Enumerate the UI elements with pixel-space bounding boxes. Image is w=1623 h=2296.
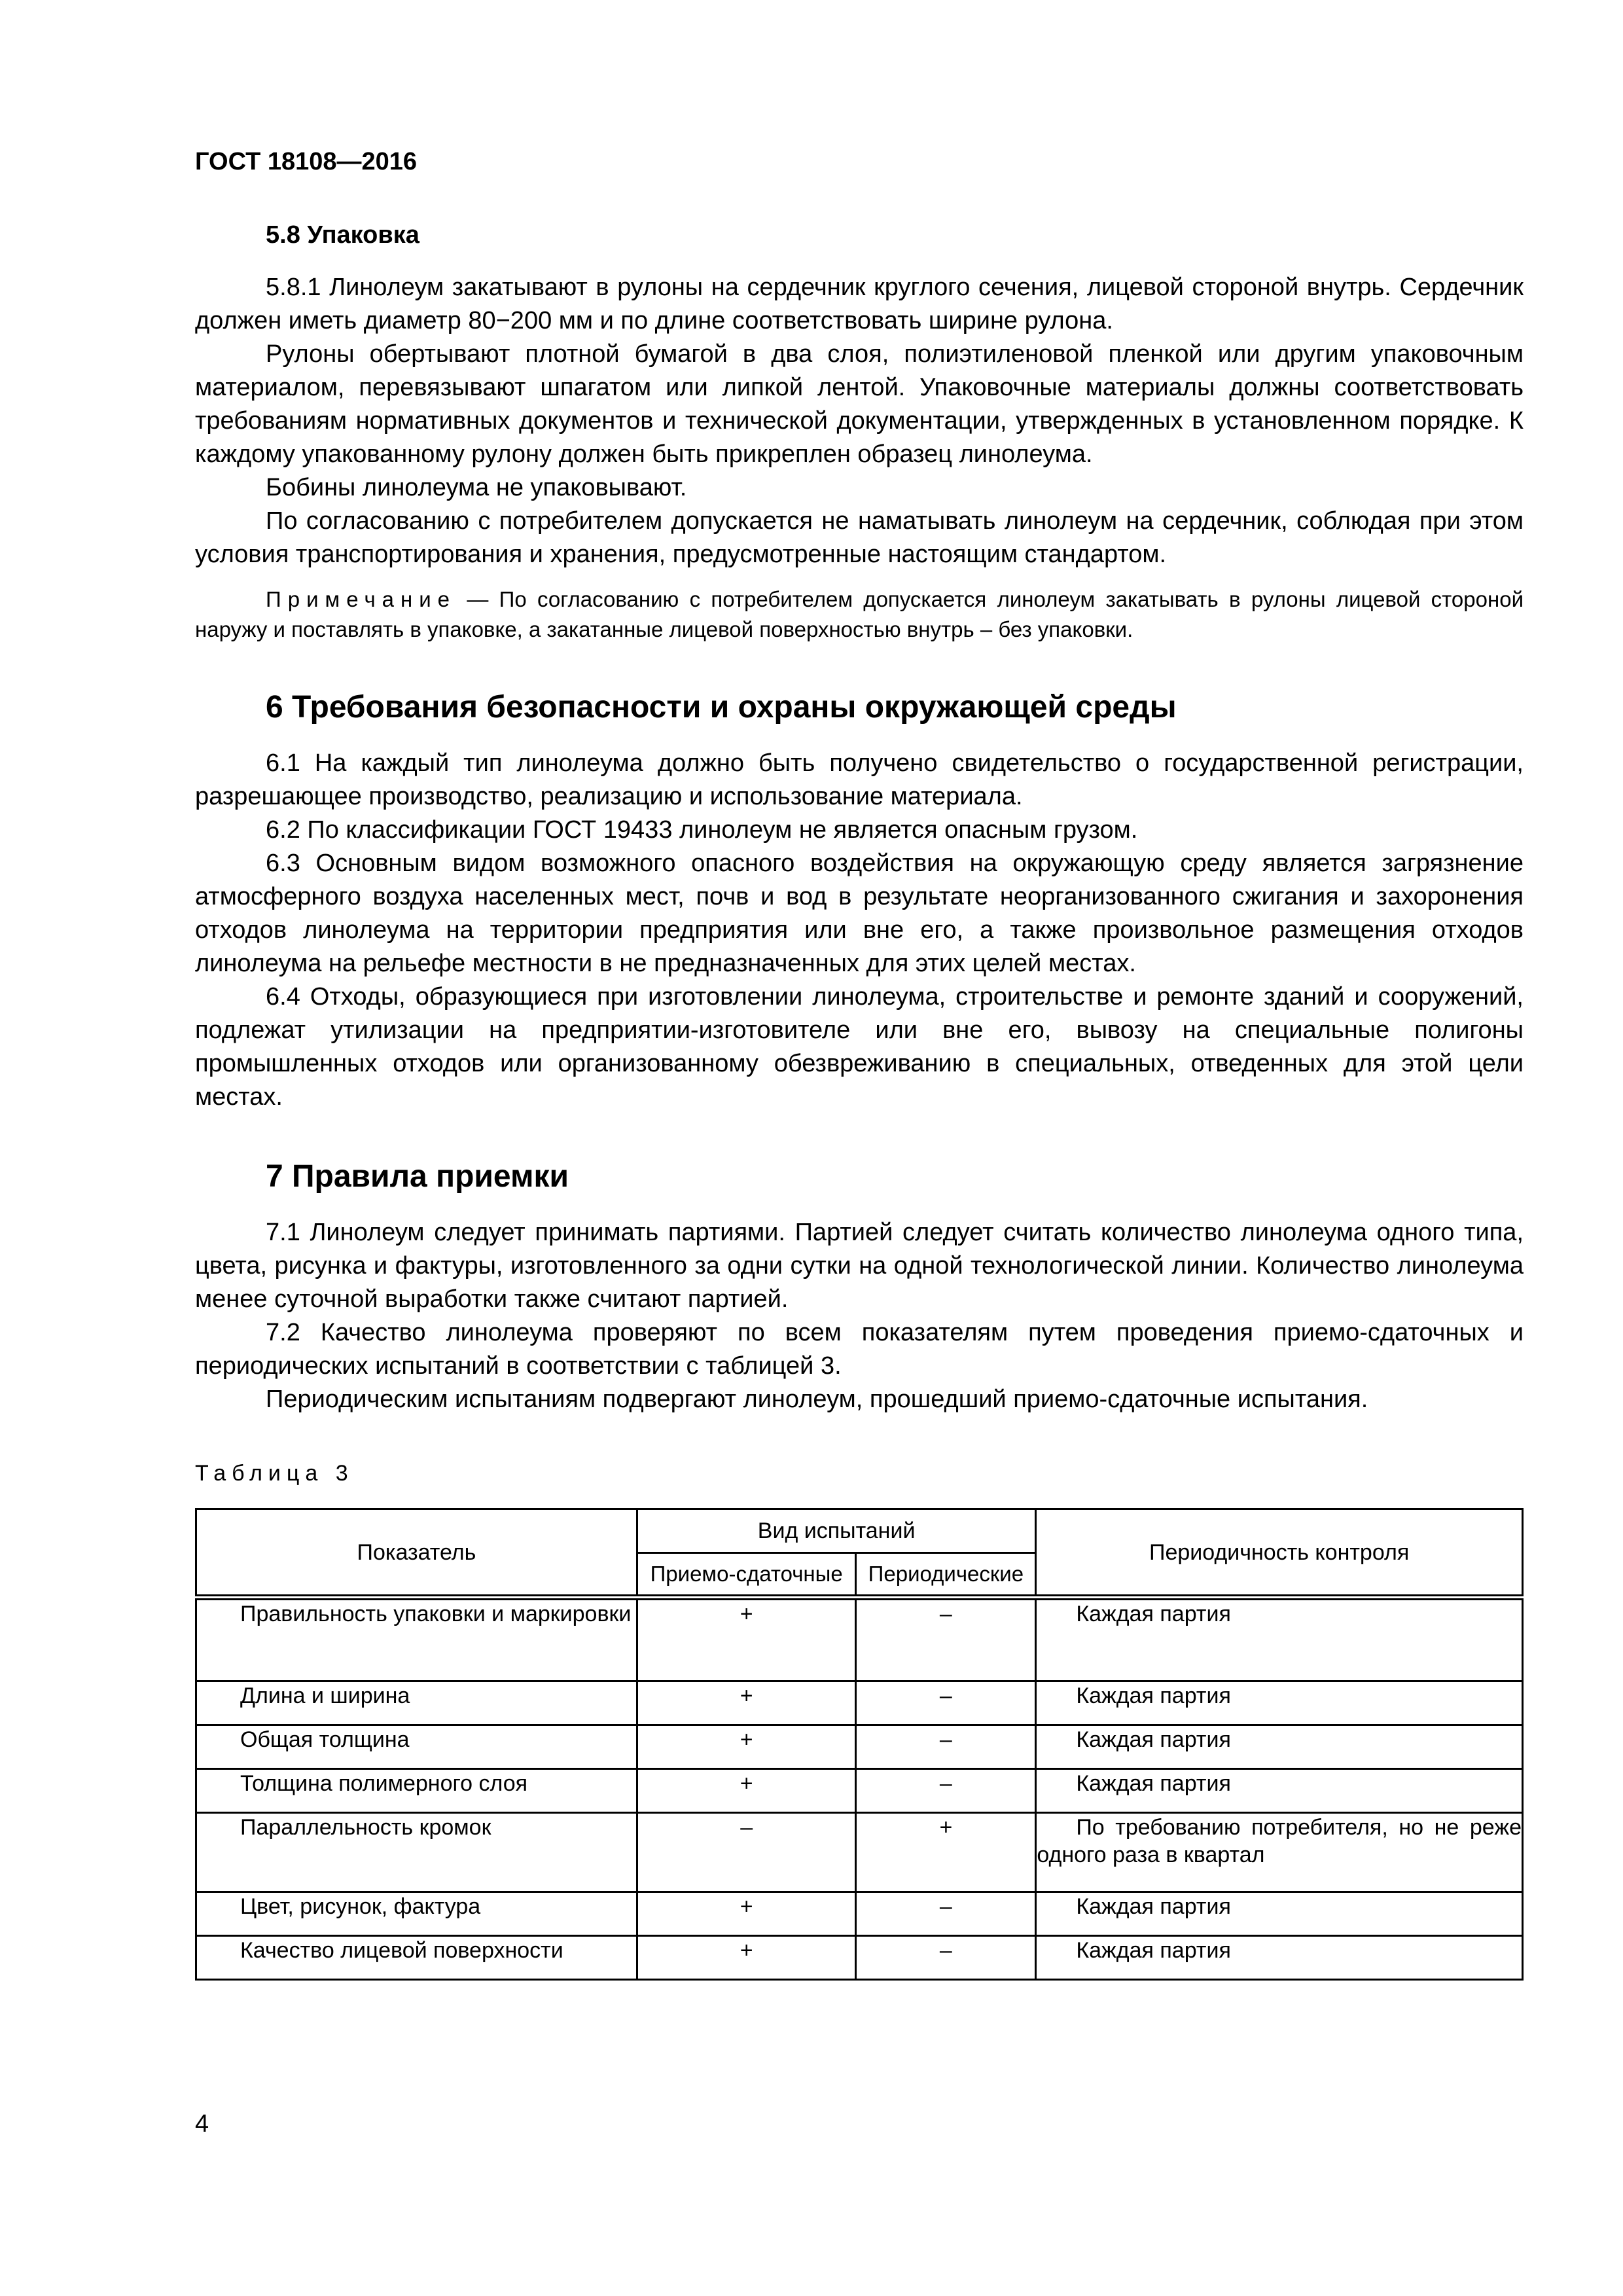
cell-indicator: Параллельность кромок	[196, 1813, 637, 1892]
cell-frequency: Каждая партия	[1036, 1936, 1523, 1980]
cell-acceptance: –	[637, 1813, 856, 1892]
cell-indicator: Качество лицевой поверхности	[196, 1936, 637, 1980]
cell-acceptance: +	[637, 1892, 856, 1936]
header-frequency: Периодичность контроля	[1036, 1509, 1523, 1598]
paragraph-6-1: 6.1 На каждый тип линолеума должно быть получено свидетельство о государственной регистрации, разрешающее производство, реализацию и использование материала.	[195, 749, 1524, 810]
cell-indicator: Толщина полимерного слоя	[196, 1769, 637, 1813]
document-code: ГОСТ 18108—2016	[195, 148, 418, 175]
cell-frequency: Каждая партия	[1036, 1598, 1523, 1681]
paragraph-7-2: 7.2 Качество линолеума проверяют по всем показателям путем проведения приемо-сдаточных и периодических испытаний в соответствии с таблицей 3.	[195, 1319, 1524, 1380]
note-text: — По согласованию с потребителем допускается линолеум закатывать в рулоны лицевой стороной наружу и поставлять в упаковке, а закатанные лицевой поверхностью внутрь – без упаковки.	[195, 587, 1524, 641]
header-periodic: Периодические	[856, 1553, 1036, 1598]
header-test-type: Вид испытаний	[637, 1509, 1035, 1553]
table-row	[196, 1892, 1523, 1936]
cell-indicator: Цвет, рисунок, фактура	[196, 1892, 637, 1936]
table-3-caption: Таблица 3	[195, 1461, 354, 1486]
cell-periodic: –	[856, 1936, 1036, 1980]
paragraph-5-8-agreement: По согласованию с потребителем допускается не наматывать линолеум на сердечник, соблюдая при этом условия транспортирования и хранения, предусмотренные настоящим стандартом.	[195, 507, 1524, 568]
cell-frequency: Каждая партия	[1036, 1681, 1523, 1725]
cell-acceptance: +	[637, 1936, 856, 1980]
paragraph-6-2: 6.2 По классификации ГОСТ 19433 линолеум не является опасным грузом.	[266, 816, 1138, 844]
paragraph-5-8-1: 5.8.1 Линолеум закатывают в рулоны на сердечник круглого сечения, лицевой стороной внутрь. Сердечник должен иметь диаметр 80−200 мм и по длине соответствовать ширине рулона.	[195, 274, 1524, 334]
cell-periodic: –	[856, 1598, 1036, 1681]
page-number: 4	[195, 2110, 209, 2138]
paragraph-5-8-bobbins: Бобины линолеума не упаковывают.	[266, 474, 687, 501]
cell-indicator: Правильность упаковки и маркировки	[196, 1598, 637, 1681]
cell-periodic: +	[856, 1813, 1036, 1892]
table-row	[196, 1598, 1523, 1681]
note-label: Примечание	[266, 587, 457, 611]
table-row	[196, 1936, 1523, 1980]
cell-periodic: –	[856, 1892, 1036, 1936]
header-indicator: Показатель	[196, 1509, 637, 1598]
paragraph-6-4: 6.4 Отходы, образующиеся при изготовлении линолеума, строительстве и ремонте зданий и сооружений, подлежат утилизации на предприятии-изготовителе или вне его, вывозу на специальные полигоны промышленных отходов или организованному обезвреживанию в специальных, отведенных для этой цели местах.	[195, 983, 1524, 1111]
paragraph-7-periodic: Периодическим испытаниям подвергают линолеум, прошедший приемо-сдаточные испытания.	[266, 1386, 1368, 1413]
cell-frequency: Каждая партия	[1036, 1892, 1523, 1936]
note-5-8	[195, 584, 1524, 645]
cell-indicator: Длина и ширина	[196, 1681, 637, 1725]
table-row	[196, 1813, 1523, 1892]
cell-periodic: –	[856, 1681, 1036, 1725]
header-acceptance: Приемо-сдаточные	[637, 1553, 856, 1598]
table-3-header	[196, 1509, 1523, 1598]
cell-acceptance: +	[637, 1681, 856, 1725]
section-5-8-heading: 5.8 Упаковка	[266, 221, 419, 249]
cell-acceptance: +	[637, 1725, 856, 1769]
table-row	[196, 1681, 1523, 1725]
paragraph-5-8-wrapping: Рулоны обертывают плотной бумагой в два слоя, полиэтиленовой пленкой или другим упаковочным материалом, перевязывают шпагатом или липкой лентой. Упаковочные материалы должны соответствовать требованиям нормативных документов и технической документации, утвержденных в установленном порядке. К каждому упакованному рулону должен быть прикреплен образец линолеума.	[195, 340, 1524, 468]
cell-frequency: По требованию потребителя, но не реже одного раза в квартал	[1036, 1813, 1523, 1892]
section-6-heading: 6 Требования безопасности и охраны окружающей среды	[266, 690, 1177, 725]
cell-frequency: Каждая партия	[1036, 1769, 1523, 1813]
document-page	[195, 145, 1524, 1981]
table-3-body	[196, 1598, 1523, 1980]
paragraph-6-3: 6.3 Основным видом возможного опасного воздействия на окружающую среду является загрязнение атмосферного воздуха населенных мест, почв и вод в результате неорганизованного сжигания и захоронения отходов линолеума на территории предприятия или вне его, а также произвольное размещения отходов линолеума на рельефе местности в не предназначенных для этих целей местах.	[195, 850, 1524, 977]
cell-periodic: –	[856, 1769, 1036, 1813]
section-7-heading: 7 Правила приемки	[266, 1159, 569, 1194]
cell-periodic: –	[856, 1725, 1036, 1769]
table-row	[196, 1725, 1523, 1769]
cell-indicator: Общая толщина	[196, 1725, 637, 1769]
table-3	[195, 1508, 1524, 1981]
cell-acceptance: +	[637, 1769, 856, 1813]
cell-acceptance: +	[637, 1598, 856, 1681]
table-row	[196, 1769, 1523, 1813]
paragraph-7-1: 7.1 Линолеум следует принимать партиями. Партией следует считать количество линолеума одного типа, цвета, рисунка и фактуры, изготовленного за одни сутки на одной технологической линии. Количество линолеума менее суточной выработки также считают партией.	[195, 1219, 1524, 1313]
cell-frequency: Каждая партия	[1036, 1725, 1523, 1769]
